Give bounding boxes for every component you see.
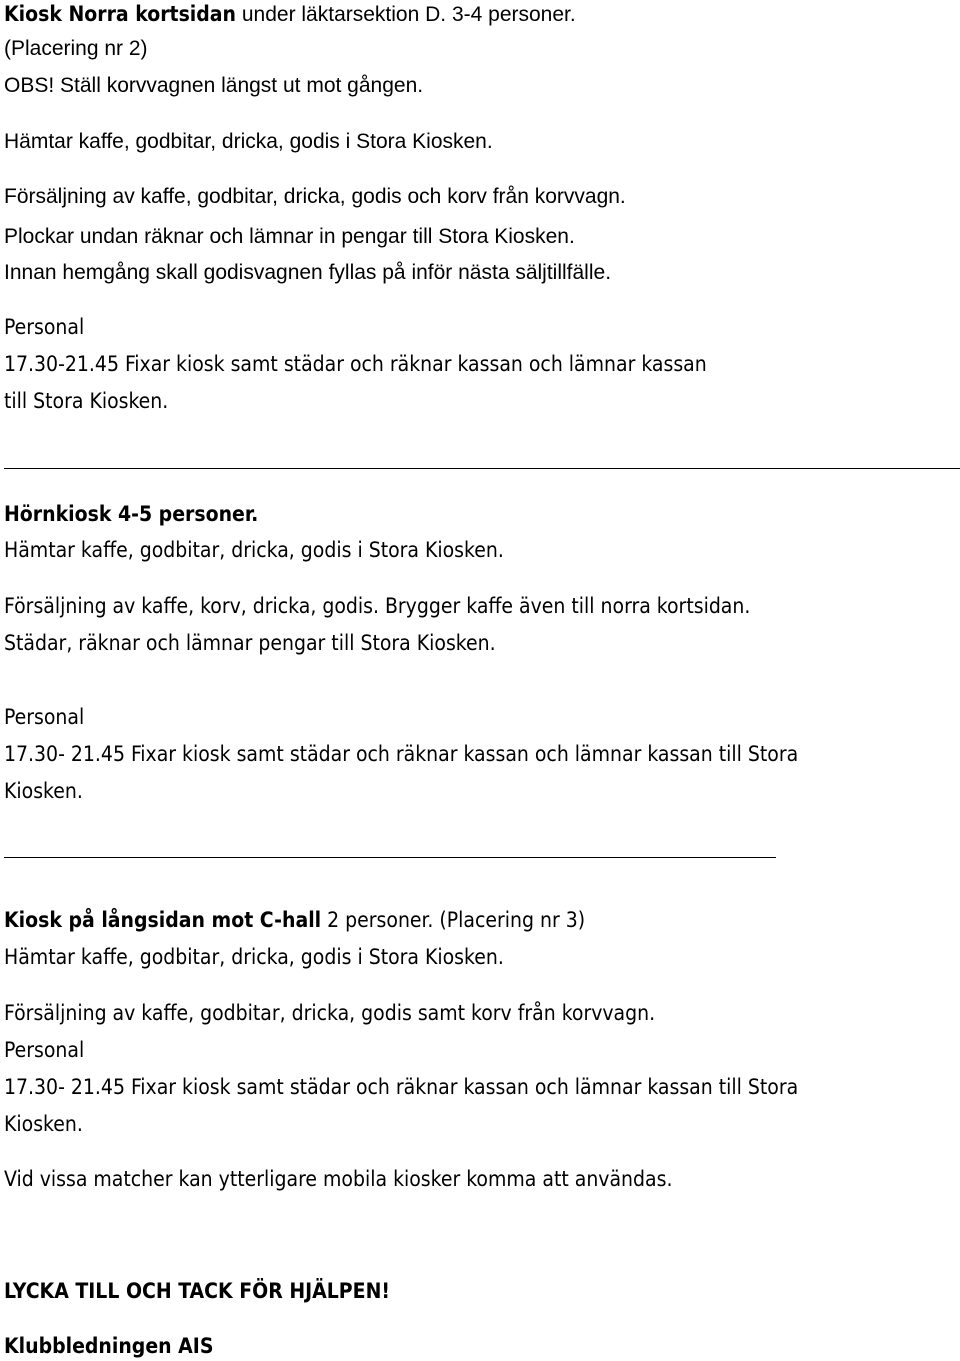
section-1-note: OBS! Ställ korvvagnen längst ut mot gången. — [4, 74, 424, 97]
section-3-staff-label: Personal — [4, 1038, 85, 1062]
section-3-title: Kiosk på långsidan mot C-hall — [4, 908, 322, 932]
section-2-clean: Städar, räknar och lämnar pengar till Stora Kiosken. — [4, 631, 496, 655]
section-1-refill: Innan hemgång skall godisvagnen fyllas på inför nästa säljtillfälle. — [4, 261, 612, 284]
section-3-heading — [4, 906, 585, 934]
section-2-time-line-2: Kiosken. — [4, 779, 83, 803]
thanks-message: LYCKA TILL OCH TACK FÖR HJÄLPEN! — [4, 1279, 390, 1303]
section-3-time-line-2: Kiosken. — [4, 1112, 83, 1136]
section-divider — [4, 857, 776, 858]
section-3-time-line-1: 17.30- 21.45 Fixar kiosk samt städar och räknar kassan och lämnar kassan till Stora — [4, 1075, 799, 1099]
section-2-time-line-1: 17.30- 21.45 Fixar kiosk samt städar och räknar kassan och lämnar kassan till Stora — [4, 742, 799, 766]
section-2-staff-label: Personal — [4, 705, 85, 729]
section-1-heading — [4, 0, 576, 29]
section-1-time-line-2: till Stora Kiosken. — [4, 389, 169, 413]
section-1-title: Kiosk Norra kortsidan — [4, 2, 237, 26]
section-3-title-detail: 2 personer. (Placering nr 3) — [321, 908, 586, 932]
section-divider — [4, 468, 960, 469]
section-2-fetch: Hämtar kaffe, godbitar, dricka, godis i Stora Kiosken. — [4, 538, 504, 562]
section-1-sale: Försäljning av kaffe, godbitar, dricka, godis och korv från korvvagn. — [4, 185, 626, 208]
section-1-staff-label: Personal — [4, 315, 85, 339]
section-3-sale: Försäljning av kaffe, godbitar, dricka, godis samt korv från korvvagn. — [4, 1001, 656, 1025]
section-1-time-line-1: 17.30-21.45 Fixar kiosk samt städar och räknar kassan och lämnar kassan — [4, 352, 707, 376]
section-1-title-detail: under läktarsektion D. 3-4 personer. — [236, 3, 576, 26]
section-1-fetch: Hämtar kaffe, godbitar, dricka, godis i Stora Kiosken. — [4, 130, 493, 153]
section-3-fetch: Hämtar kaffe, godbitar, dricka, godis i Stora Kiosken. — [4, 945, 504, 969]
section-2-title: Hörnkiosk 4-5 personer. — [4, 502, 259, 526]
mobile-kiosk-note: Vid vissa matcher kan ytterligare mobila kiosker komma att användas. — [4, 1167, 673, 1191]
section-2-sale: Försäljning av kaffe, korv, dricka, godis. Brygger kaffe även till norra kortsidan. — [4, 594, 751, 618]
section-1-money: Plockar undan räknar och lämnar in pengar till Stora Kiosken. — [4, 225, 575, 248]
signature: Klubbledningen AIS — [4, 1334, 214, 1358]
section-1-placement: (Placering nr 2) — [4, 37, 148, 60]
